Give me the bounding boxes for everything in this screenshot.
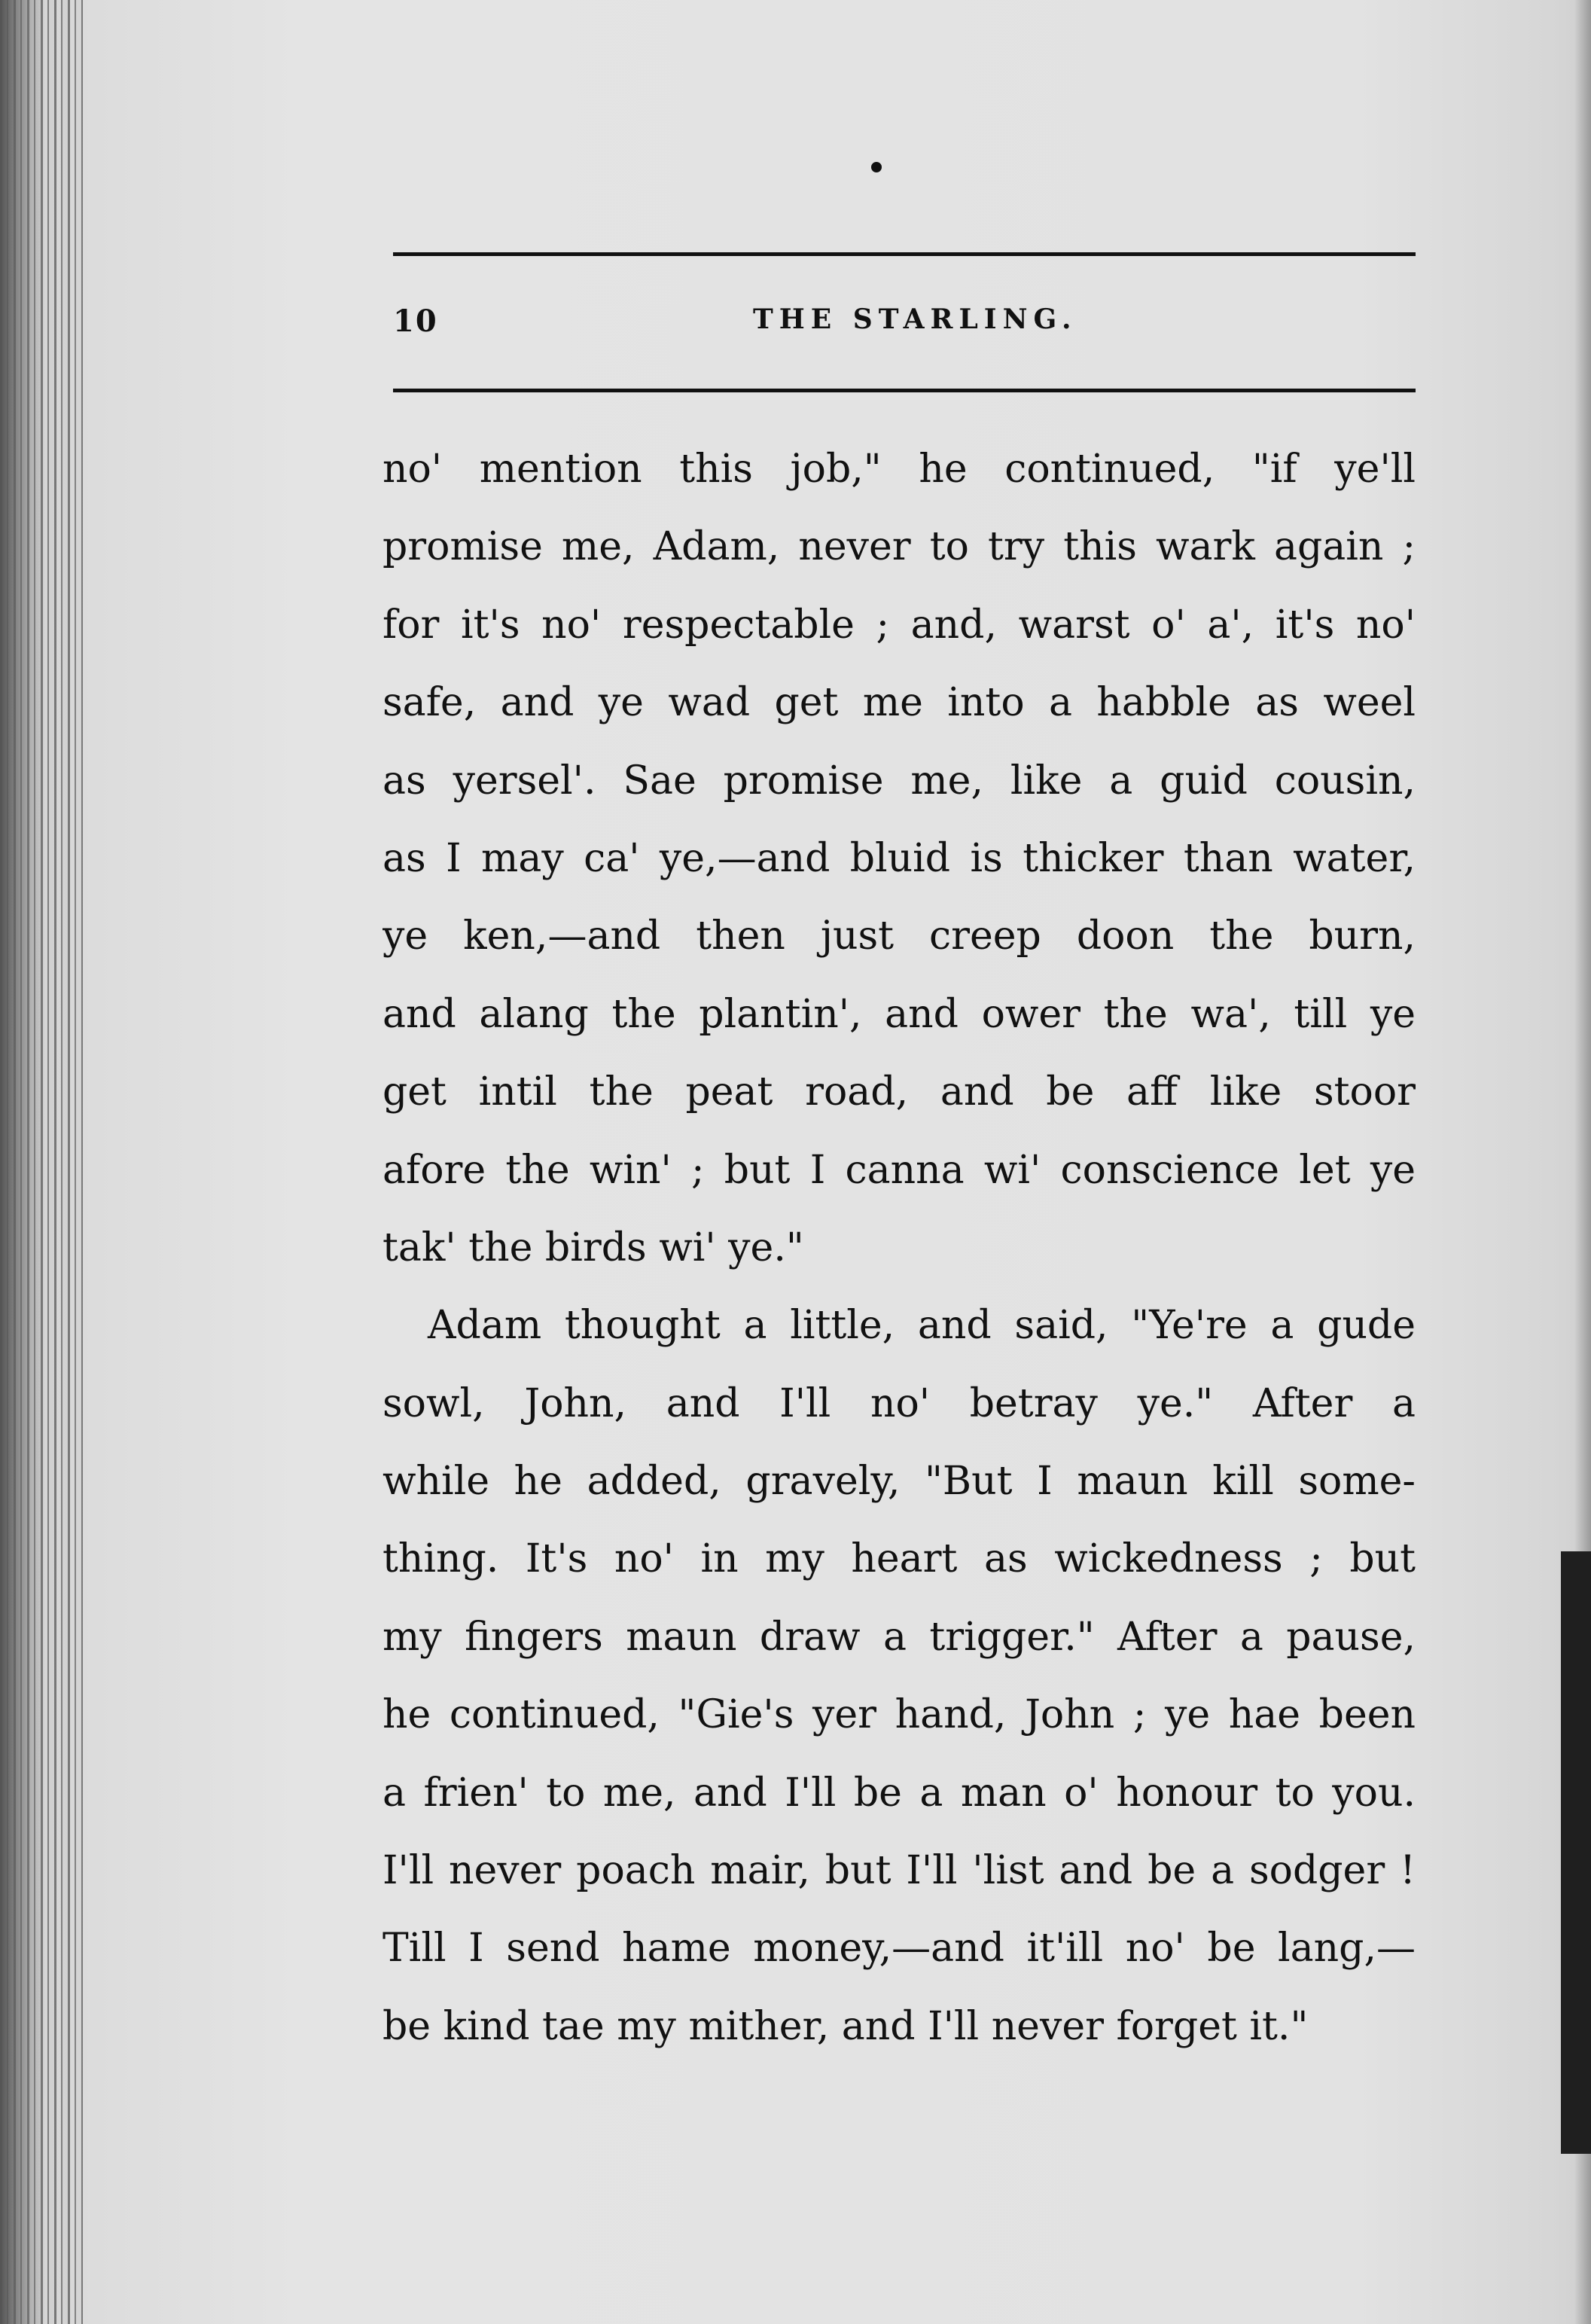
text-line: get intil the peat road, and be aff like stoor [383,1069,1416,1115]
ink-dot [871,162,882,172]
text-line: no' mention this job," he continued, "if ye'll [383,447,1416,492]
text-line: promise me, Adam, never to try this wark again ; [383,524,1416,570]
text-line: a frien' to me, and I'll be a man o' honour to you. [383,1770,1416,1816]
right-edge-tab [1561,1551,1591,2154]
text-line: sowl, John, and I'll no' betray ye." After a [383,1380,1416,1426]
text-line: tak' the birds wi' ye." [383,1225,804,1270]
text-line: my fingers maun draw a trigger." After a pause, [383,1614,1416,1660]
body-text [383,431,1416,2066]
running-title: THE STARLING. [753,303,1077,335]
text-line: as yersel'. Sae promise me, like a guid cousin, [383,758,1416,804]
text-line: for it's no' respectable ; and, warst o' a', it's no' [383,602,1416,648]
text-line: as I may ca' ye,—and bluid is thicker than water, [383,835,1416,881]
text-line: safe, and ye wad get me into a habble as weel [383,680,1416,726]
text-line: and alang the plantin', and ower the wa', till ye [383,991,1416,1037]
page-number: 10 [393,303,438,339]
text-line: I'll never poach mair, but I'll 'list and be a sodger ! [383,1848,1416,1894]
running-head [393,297,1416,350]
text-line: Till I send hame money,—and it'ill no' be lang,— [383,1926,1416,1972]
text-line: Adam thought a little, and said, "Ye're a gude [428,1303,1416,1349]
text-line: ye ken,—and then just creep doon the burn, [383,913,1416,959]
header-rule-bottom [393,389,1416,392]
text-line: thing. It's no' in my heart as wickedness ; but [383,1536,1416,1582]
text-line: be kind tae my mither, and I'll never forget it." [383,2003,1309,2049]
header-rule-top [393,252,1416,256]
text-line: afore the win' ; but I canna wi' conscience let ye [383,1147,1416,1193]
binding-shadow [0,0,45,2324]
text-line: he continued, "Gie's yer hand, John ; ye hae been [383,1692,1416,1738]
text-line: while he added, gravely, "But I maun kill some- [383,1459,1416,1505]
